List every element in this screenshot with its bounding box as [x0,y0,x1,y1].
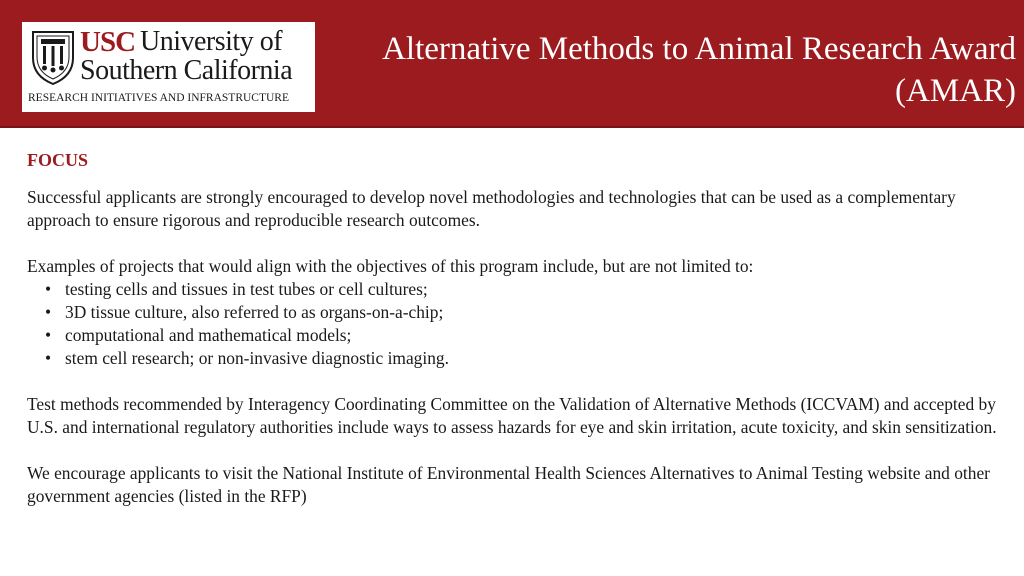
examples-lead: Examples of projects that would align with the objectives of this program include, but are not limited to: [27,256,754,276]
page-title [356,28,1016,112]
usc-logo [22,22,315,112]
header-banner [0,0,1024,128]
spacer [27,370,1007,393]
logo-line2: Southern California [80,55,293,86]
list-item [27,278,1007,301]
list-item-text: computational and mathematical models; [65,325,352,345]
list-item-text: stem cell research; or non-invasive diagnostic imaging. [65,348,449,368]
list-item [27,324,1007,347]
list-item [27,347,1007,370]
examples-list [27,278,1007,370]
encourage-paragraph: We encourage applicants to visit the National Institute of Environmental Health Sciences Alternatives to Animal Testing website and other government agencies (listed in the RFP) [27,463,990,506]
body-text [27,186,1007,508]
section-heading: FOCUS [27,150,89,170]
bullet-dot-icon: • [45,348,52,368]
bullet-dot-icon: • [45,279,52,299]
intro-paragraph: Successful applicants are strongly encouraged to develop novel methodologies and technologies that can be used as a complementary approach to ensure rigorous and reproducible research outcomes. [27,187,956,230]
list-item-text: 3D tissue culture, also referred to as organs-on-a-chip; [65,302,444,322]
list-item-text: testing cells and tissues in test tubes or cell cultures; [65,279,428,299]
list-item [27,301,1007,324]
spacer [27,439,1007,462]
logo-subtitle: RESEARCH INITIATIVES AND INFRASTRUCTURE [28,92,289,104]
iccvam-paragraph: Test methods recommended by Interagency Coordinating Committee on the Validation of Alternative Methods (ICCVAM) and accepted by U.S. and international regulatory authorities include ways to assess hazards for eye and skin irritation, acute toxicity, and skin sensitization. [27,394,997,437]
title-line-2: (AMAR) [895,73,1016,109]
header-divider [0,126,1024,128]
bullet-dot-icon: • [45,302,52,322]
spacer [27,232,1007,255]
logo-usc-text: USC [80,26,136,58]
title-line-1: Alternative Methods to Animal Research Award [382,31,1016,67]
bullet-dot-icon: • [45,325,52,345]
logo-line1: University of [140,26,283,57]
usc-seal-icon [30,28,76,86]
